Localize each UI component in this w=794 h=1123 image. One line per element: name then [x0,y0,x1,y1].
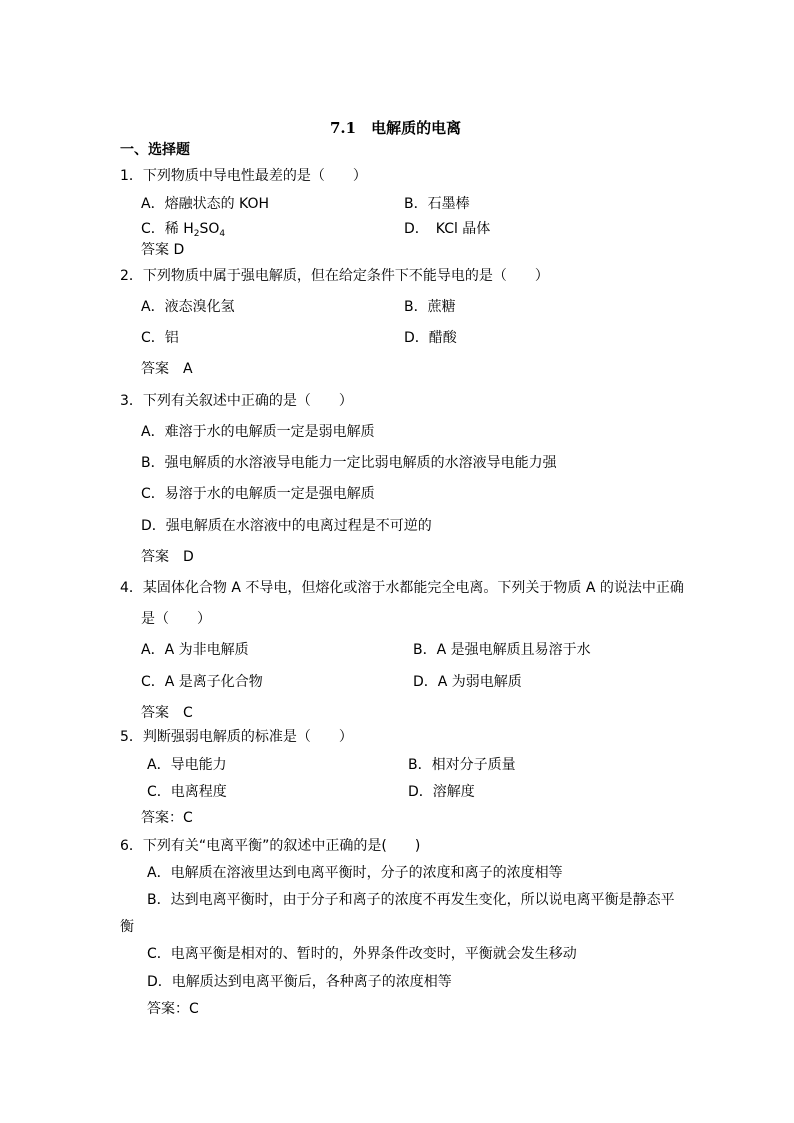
option-c-text: C．稀 H [141,221,194,237]
option-b: B．强电解质的水溶液导电能力一定比弱电解质的水溶液导电能力强 [141,455,557,471]
option-d: D．醋酸 [404,330,457,346]
page-title: 7.1 电解质的电离 [330,119,462,137]
subscript: 2 [193,229,200,239]
option-a: A．电解质在溶液里达到电离平衡时，分子的浓度和离子的浓度相等 [147,865,563,881]
option-d: D． KCl 晶体 [404,221,491,237]
subscript: 4 [219,229,226,239]
question-stem: 4．某固体化合物 A 不导电，但熔化或溶于水都能完全电离。下列关于物质 A 的说法中正确 [120,580,684,596]
option-c: C．电离程度 [147,784,227,800]
option-d: D．溶解度 [408,784,475,800]
option-c: C．易溶于水的电解质一定是强电解质 [141,486,375,502]
option-c: C．电离平衡是相对的、暂时的，外界条件改变时，平衡就会发生移动 [147,946,577,962]
option-c-text-mid: SO [199,221,220,237]
option-a: A．导电能力 [147,757,227,773]
answer: 答案 A [141,361,193,377]
option-a: A．熔融状态的 KOH [141,196,269,212]
option-c [141,219,225,239]
question-stem: 5．判断强弱电解质的标准是（ ） [120,729,353,745]
question-stem: 3．下列有关叙述中正确的是（ ） [120,393,353,409]
option-a: A．液态溴化氢 [141,299,235,315]
option-c: C．铝 [141,330,179,346]
answer: 答案：C [141,810,193,826]
answer: 答案：C [147,1001,199,1017]
option-a: A．A 为非电解质 [141,642,249,658]
question-stem: 1．下列物质中导电性最差的是（ ） [120,168,367,184]
option-b: B．石墨棒 [404,196,470,212]
option-b: B．达到电离平衡时，由于分子和离子的浓度不再发生变化，所以说电离平衡是静态平 [147,892,675,908]
option-a: A．难溶于水的电解质一定是弱电解质 [141,424,375,440]
option-d: D．电解质达到电离平衡后，各种离子的浓度相等 [147,974,452,990]
option-b: B．蔗糖 [404,299,456,315]
question-stem: 6．下列有关“电离平衡”的叙述中正确的是( ) [120,838,421,854]
question-stem-continued: 是（ ） [141,611,211,627]
answer: 答案 D [141,549,194,565]
answer: 答案 D [141,242,185,258]
option-b: B．A 是强电解质且易溶于水 [413,642,591,658]
option-b-continued: 衡 [120,919,134,935]
answer: 答案 C [141,705,193,721]
option-d: D．强电解质在水溶液中的电离过程是不可逆的 [141,518,432,534]
section-heading: 一、选择题 [120,142,190,158]
option-c: C．A 是离子化合物 [141,674,263,690]
option-d: D．A 为弱电解质 [413,674,522,690]
option-b: B．相对分子质量 [408,757,516,773]
question-stem: 2．下列物质中属于强电解质，但在给定条件下不能导电的是（ ） [120,268,549,284]
